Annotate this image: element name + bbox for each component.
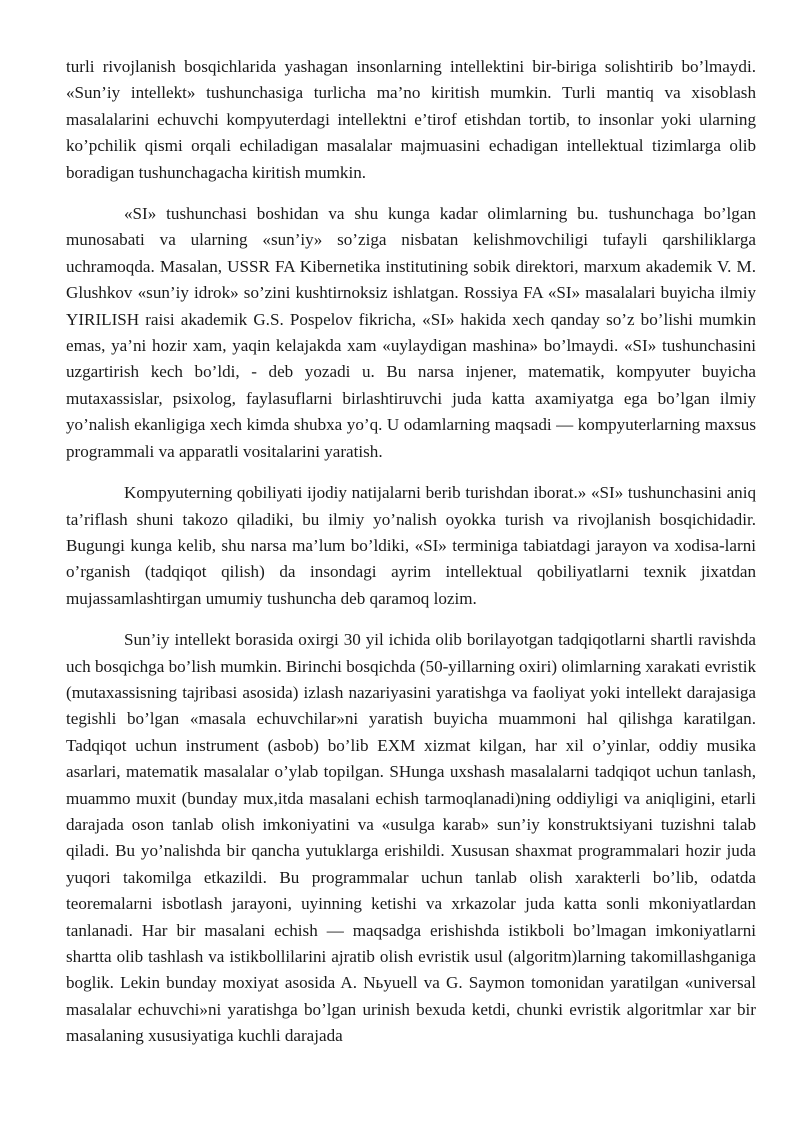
document-page	[66, 54, 756, 1050]
paragraph-3: Kompyuterning qobiliyati ijodiy natijalarni berib turishdan iborat.» «SI» tushunchasini aniq ta’riflash shuni takozo qiladiki, bu ilmiy yo’nalish oyokka turish va rivojlanish bosqichidadir. Bugungi kunga kelib, shu narsa ma’lum bo’ldiki, «SI» terminiga tabiatdagi jarayon va xodisa-larni o’rganish (tadqiqot qilish) da insondagi ayrim intellektual qobiliyatlarni texnik jixatdan mujassamlashtirgan umumiy tushuncha deb qaramoq lozim.	[66, 483, 756, 608]
paragraph-1: turli rivojlanish bosqichlarida yashagan insonlarning intellektini bir-biriga solishtirib bo’lmaydi. «Sun’iy intellekt» tushunchasiga turlicha ma’no kiritish mumkin. Turli mantiq va xisoblash masalalarini echuvchi kompyuterdagi intellektni e’tirof etishdan tortib, to insonlar yoki ularning ko’pchilik qismi orqali echiladigan masalalar majmuasini echadigan intellektual tizimlarga olib boradigan tushunchagacha kiritish mumkin.	[66, 57, 756, 182]
paragraph-2: «SI» tushunchasi boshidan va shu kunga kadar olimlarning bu. tushunchaga bo’lgan munosabati va ularning «sun’iy» so’ziga nisbatan kelishmovchiligi tufayli qarshiliklarga uchramoqda. Masalan, USSR FA Kibernetika institutining sobik direktori, marxum akademik V. M. Glushkov «sun’iy idrok» so’zini kushtirnoksiz ishlatgan. Rossiya FA «SI» masalalari buyicha ilmiy YIRILISH raisi akademik G.S. Pospelov fikricha, «SI» hakida xech qanday so’z bo’lishi mumkin emas, ya’ni hozir xam, yaqin kelajakda xam «uylaydigan mashina» bo’lmaydi. «SI» tushunchasini uzgartirish kech bo’ldi, - deb yozadi u. Bu narsa injener, matematik, kompyuter buyicha mutaxassislar, psixolog, faylasuflarni birlashtiruvchi juda katta axamiyatga ega bo’lgan ilmiy yo’nalish ekanligiga xech kimda shubxa yo’q. U odamlarning maqsadi — kompyuterlarning maxsus programmali va apparatli vositalarini yaratish.	[66, 204, 756, 461]
paragraph-4: Sun’iy intellekt borasida oxirgi 30 yil ichida olib borilayotgan tadqiqotlarni shartli ravishda uch bosqichga bo’lish mumkin. Birinchi bosqichda (50-yillarning oxiri) olimlarning xarakati evristik (mutaxassisning tajribasi asosida) izlash nazariyasini yaratishga va faoliyat yoki intellekt darajasiga tegishli bo’lgan «masala echuvchilar»ni yaratish buyicha muammoni hal qilishga karatilgan. Tadqiqot uchun instrument (asbob) bo’lib EXM xizmat kilgan, har xil o’yinlar, oddiy musika asarlari, matematik masalalar o’ylab topilgan. SHunga uxshash masalalarni tadqiqot uchun tanlash, muammo muxit (bunday mux,itda masalani echish tarmoqlanadi)ning oddiyligi va aniqligini, etarli darajada oson tanlab olish imkoniyatini va «usulga karab» sun’iy konstruktsiyani tuzishni talab qiladi. Bu yo’nalishda bir qancha yutuklarga erishildi. Xususan shaxmat programmalari hozir juda yuqori takomilga etkazildi. Bu programmalar uchun tanlab olish xarakterli bo’lib, odatda teoremalarni isbotlash jarayoni, uyinning ketishi va xrkazolar juda katta sonli mkoniyatlardan tanlanadi. Har bir masalani echish — maqsadga erishishda istikboli bo’lmagan imkoniyatlarni shartta olib tashlash va istikbollilarini ajratib olish evristik usul (algoritm)larning takomillashganiga boglik. Lekin bunday moxiyat asosida A. Nьyuell va G. Saymon tomonidan yaratilgan «universal masalalar echuvchi»ni yaratishga bo’lgan urinish bexuda ketdi, chunki evristik algoritmlar xar bir masalaning xususiyatiga kuchli darajada	[66, 630, 756, 1046]
